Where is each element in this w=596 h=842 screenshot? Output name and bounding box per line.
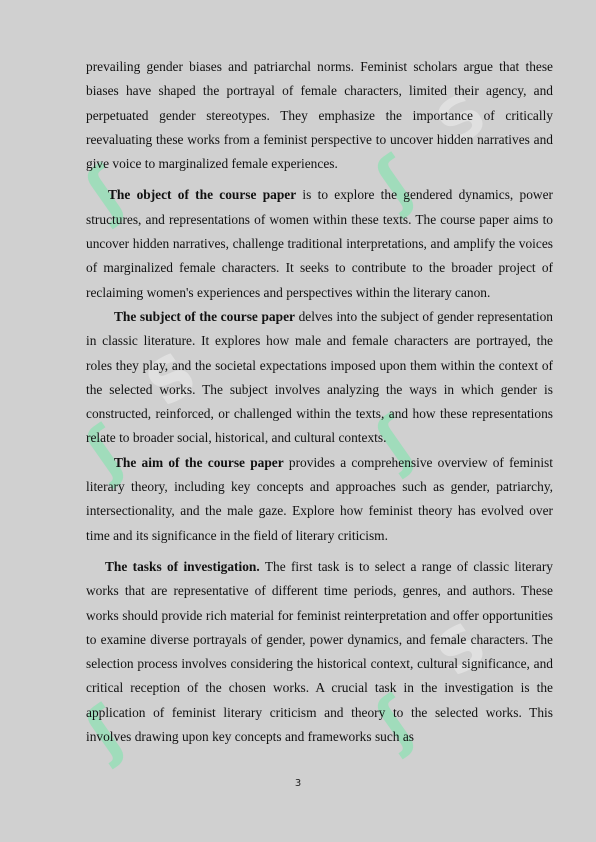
watermark-mark-grey: S (423, 78, 500, 162)
watermark-mark-grey: S (423, 608, 500, 692)
paragraph-heading: The tasks of investigation. (105, 558, 260, 574)
paragraph-subject (86, 305, 553, 451)
watermark-mark: ʃ (363, 404, 428, 480)
paragraph-heading: The object of the course paper (108, 187, 297, 203)
paragraph-aim (86, 451, 553, 548)
paragraph-heading: The subject of the course paper (114, 308, 295, 324)
paragraph-heading: The aim of the course paper (114, 454, 284, 470)
page-number: 3 (294, 778, 302, 789)
paragraph-intro (86, 55, 553, 176)
paragraph-tasks (86, 555, 553, 749)
watermark-mark: ʃ (73, 154, 138, 230)
watermark-mark: ʃ (363, 684, 428, 760)
paragraph-text: The first task is to select a range of classic literary works that are representative of different time periods, genres, and authors. These works should provide rich material for feminist reinterpretation and offer opportunities to examine diverse portrayals of gender, power dynamics, and female characters. The selection process involves considering the historical context, cultural significance, and critical reception of the chosen works. A crucial task in the investigation is the application of feminist literary criticism and theory to the selected works. This involves drawing upon key concepts and frameworks such as (86, 558, 553, 745)
watermark-mark: ʃ (73, 414, 138, 490)
paragraph-text: delves into the subject of gender representation in classic literature. It explores how male and female characters are portrayed, the roles they play, and the societal expectations imposed upon them within the context of the selected works. The subject involves analyzing the ways in which gender is constructed, reinforced, or challenged within the texts, and how these representations relate to broader social, historical, and cultural contexts. (86, 308, 553, 446)
watermark-mark-grey: S (133, 338, 210, 422)
paragraph-object (86, 183, 553, 304)
body-text (86, 55, 553, 749)
watermark-mark: ʃ (363, 144, 428, 220)
paragraph-text: provides a comprehensive overview of feminist literary theory, including key concepts and approaches such as gender, patriarchy, intersectionality, and the male gaze. Explore how feminist theory has evolved over time and its significance in the field of literary criticism. (86, 454, 553, 543)
paragraph-text: prevailing gender biases and patriarchal norms. Feminist scholars argue that these biases have shaped the portrayal of female characters, limited their agency, and perpetuated gender stereotypes. They emphasize the importance of critically reevaluating these works from a feminist perspective to uncover hidden narratives and give voice to marginalized female experiences. (86, 59, 553, 172)
paragraph-text: is to explore the gendered dynamics, power structures, and representations of women within these texts. The course paper aims to uncover hidden narratives, challenge traditional interpretations, and amplify the voices of marginalized female characters. It seeks to contribute to the broader project of reclaiming women's experiences and perspectives within the literary canon. (86, 187, 553, 300)
watermark-mark: ʃ (73, 694, 138, 770)
